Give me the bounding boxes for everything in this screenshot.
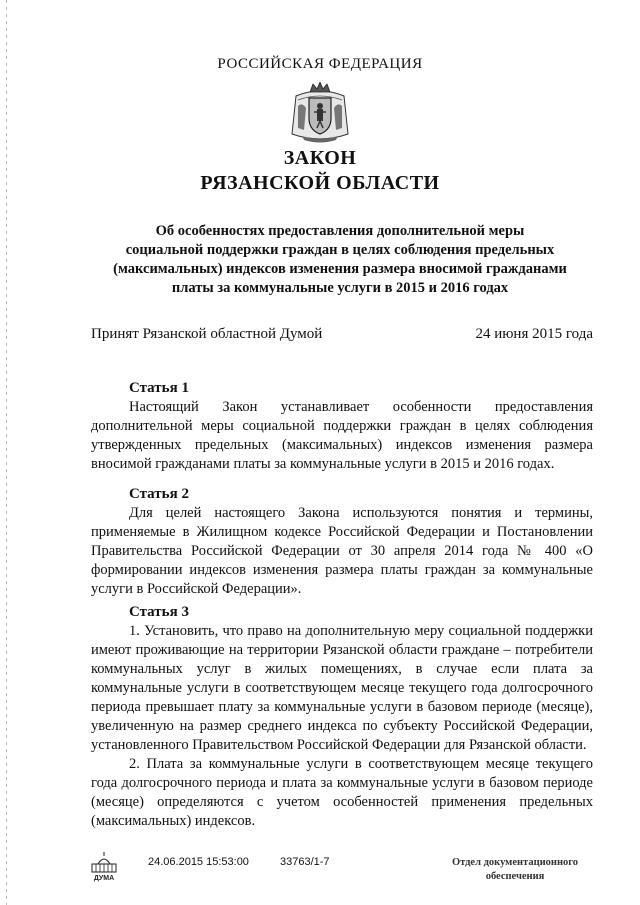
registration-stamp (0, 852, 640, 892)
law-title (0, 146, 640, 196)
scan-edge-artifact (6, 0, 7, 905)
adopted-by: Принят Рязанской областной Думой (91, 326, 323, 342)
stamp-timestamp: 24.06.2015 15:53:00 (148, 856, 249, 868)
dept-line: Отдел документационного (451, 857, 579, 868)
article-title: Статья 1 (129, 380, 189, 396)
article-title: Статья 3 (129, 604, 189, 620)
article-title: Статья 2 (129, 486, 189, 502)
law-subject (100, 222, 580, 298)
ryazan-coat-of-arms-icon (290, 82, 350, 144)
subject-line: (максимальных) индексов изменения размера вносимой гражданами (113, 261, 567, 277)
subject-line: платы за коммунальные услуги в 2015 и 2016 годах (171, 280, 509, 296)
subject-line: социальной поддержки граждан в целях соблюдения предельных (125, 242, 555, 258)
article-1 (91, 378, 593, 474)
doc-type: ЗАКОН (283, 147, 357, 169)
stamp-reg-number: 33763/1-7 (280, 856, 330, 868)
duma-building-icon (86, 852, 122, 882)
subject-line: Об особенностях предоставления дополнительной меры (155, 223, 525, 239)
region-name: РЯЗАНСКОЙ ОБЛАСТИ (200, 172, 440, 194)
adoption-line (91, 326, 593, 343)
article-paragraph: Настоящий Закон устанавливает особенности предоставления дополнительной меры социальной поддержки граждан в целях соблюдения утвержденных предельных (максимальных) индексов изменения размера вносимой гражданами платы за коммунальные услуги в 2015 и 2016 годах. (91, 399, 593, 472)
dept-line: обеспечения (485, 871, 545, 882)
duma-logo-text: ДУМА (93, 875, 115, 882)
adoption-date: 24 июня 2015 года (475, 326, 593, 342)
department-stamp (440, 856, 590, 884)
article-2 (91, 484, 593, 599)
article-paragraph: 1. Установить, что право на дополнительную меру социальной поддержки имеют проживающие на территории Рязанской области граждане – потребители коммунальных услуг в жилых помещениях, в случае если плата за коммунальные услуги в соответствующем месяце текущего года долгосрочного периода превышает плату за коммунальные услуги в базовом периоде (месяце), увеличенную на размер среднего индекса по субъекту Российской Федерации, установленного Правительством Российской Федерации для Рязанской области. (91, 623, 593, 753)
country-heading: РОССИЙСКАЯ ФЕДЕРАЦИЯ (217, 56, 423, 72)
article-paragraph: 2. Плата за коммунальные услуги в соответствующем месяце текущего года долгосрочного периода и плата за коммунальные услуги в базовом периоде (месяце) определяются с учетом особенностей применения предельных (максимальных) индексов. (91, 756, 593, 829)
article-3 (91, 602, 593, 831)
article-paragraph: Для целей настоящего Закона используются понятия и термины, применяемые в Жилищном кодексе Российской Федерации и Постановлении Правительства Российской Федерации от 30 апреля 2014 года № 400 «О формировании индексов изменения размера платы граждан за коммунальные услуги в Российской Федерации». (91, 505, 593, 597)
